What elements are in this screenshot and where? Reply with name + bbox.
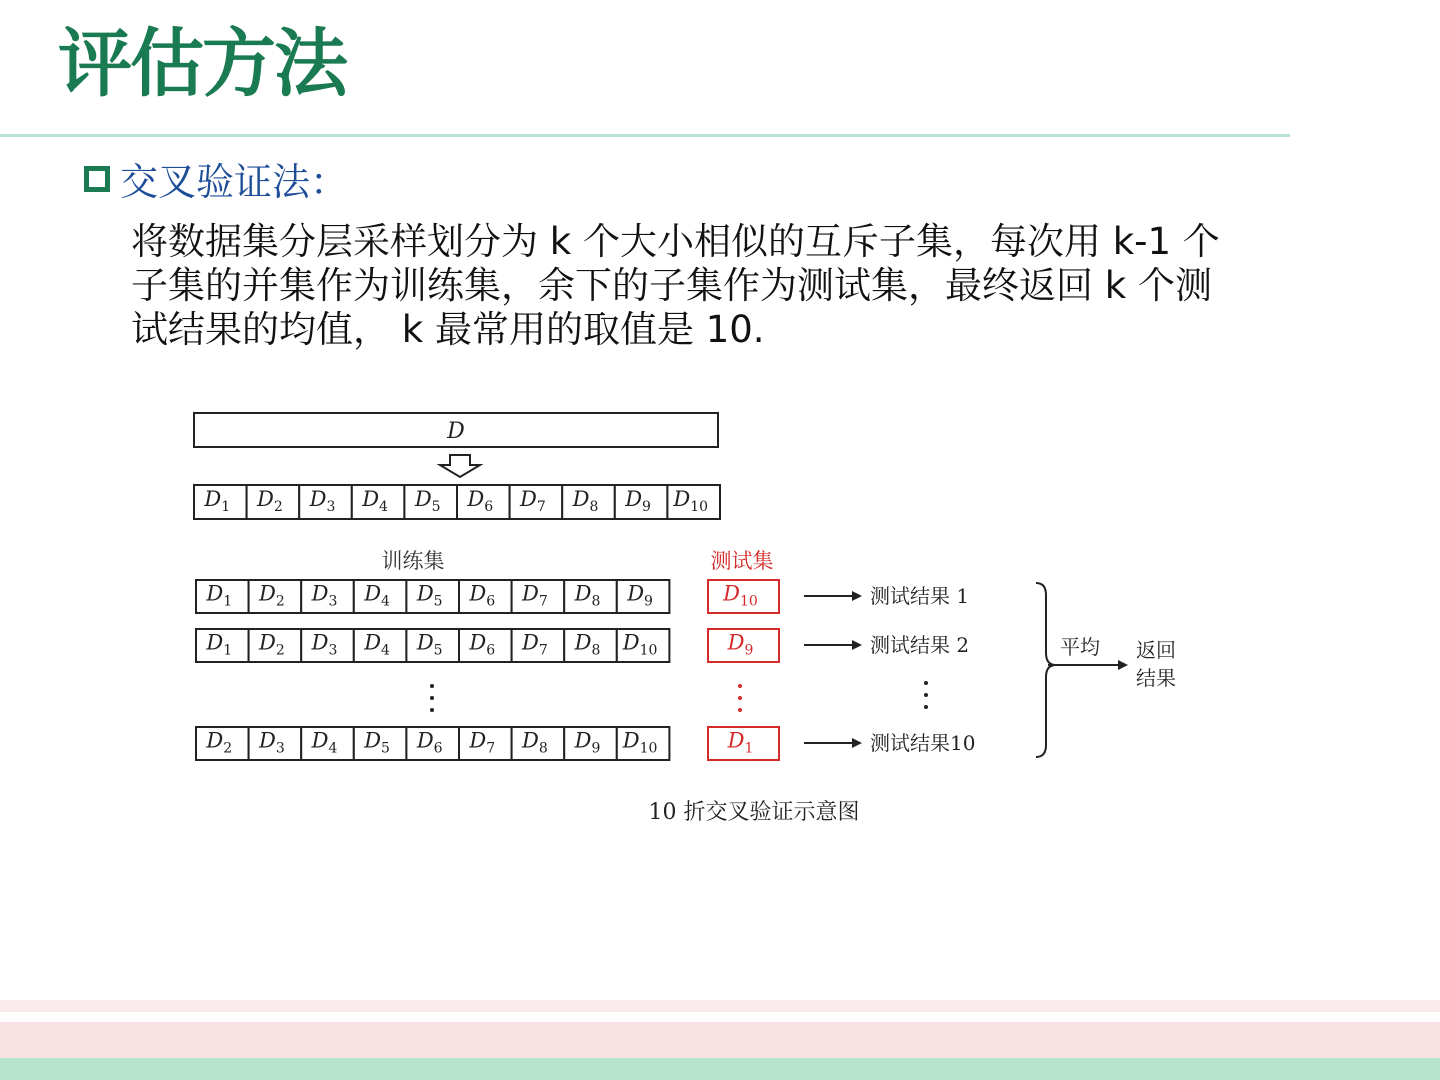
footer-band-pink bbox=[0, 1022, 1440, 1058]
train-subset-label: $D_8$ bbox=[574, 630, 601, 659]
train-subset-label: $D_2$ bbox=[259, 630, 285, 659]
train-subset-label: $D_4$ bbox=[364, 581, 390, 610]
train-subset-label: $D_5$ bbox=[364, 728, 390, 757]
test-set-label: 测试集 bbox=[710, 549, 774, 573]
square-bullet-icon bbox=[84, 166, 110, 192]
test-result-label: 测试结果 2 bbox=[870, 633, 970, 657]
down-arrow-icon bbox=[440, 455, 480, 477]
average-label: 平均 bbox=[1060, 635, 1100, 659]
result-arrow-icon bbox=[852, 738, 862, 748]
test-subset-label: $D_9$ bbox=[727, 630, 754, 659]
result-ellipsis bbox=[924, 681, 928, 709]
train-subset-label: $D_7$ bbox=[522, 581, 548, 610]
diagram-caption: 10 折交叉验证示意图 bbox=[648, 800, 860, 825]
body-line: 将数据集分层采样划分为 k 个大小相似的互斥子集，每次用 k-1 个 bbox=[131, 220, 1220, 263]
partition-label: $D_9$ bbox=[625, 487, 651, 515]
body-paragraph bbox=[131, 220, 1301, 352]
train-subset-label: $D_3$ bbox=[259, 728, 285, 757]
section-heading: 交叉验证法： bbox=[120, 160, 349, 204]
test-subset-label: $D_{10}$ bbox=[723, 581, 758, 610]
cross-validation-diagram bbox=[180, 395, 1220, 835]
train-subset-label: $D_6$ bbox=[469, 630, 496, 659]
train-subset-label: $D_1$ bbox=[206, 630, 233, 659]
partition-label: $D_3$ bbox=[309, 487, 336, 515]
test-result-label: 测试结果 1 bbox=[870, 584, 970, 608]
partition-label: $D_2$ bbox=[257, 487, 283, 515]
train-subset-label: $D_7$ bbox=[522, 630, 548, 659]
footer-band-green bbox=[0, 1058, 1440, 1080]
train-subset-label: $D_8$ bbox=[574, 581, 601, 610]
fold-rows bbox=[196, 580, 975, 760]
train-ellipsis bbox=[430, 684, 434, 712]
return-label-2: 结果 bbox=[1136, 666, 1176, 690]
train-subset-label: $D_5$ bbox=[416, 581, 443, 610]
test-ellipsis bbox=[738, 684, 742, 712]
result-arrow-icon bbox=[852, 591, 862, 601]
right-brace bbox=[1036, 583, 1056, 757]
train-subset-label: $D_3$ bbox=[311, 630, 338, 659]
train-subset-label: $D_2$ bbox=[259, 581, 285, 610]
title-divider bbox=[0, 134, 1290, 137]
test-subset-label: $D_1$ bbox=[727, 728, 754, 757]
average-arrow-icon bbox=[1118, 660, 1128, 670]
page-title: 评估方法 bbox=[58, 21, 346, 107]
footer-band-light bbox=[0, 1000, 1440, 1012]
partition-label: $D_7$ bbox=[520, 487, 546, 515]
train-set-label: 训练集 bbox=[381, 549, 445, 573]
train-subset-label: $D_8$ bbox=[522, 728, 548, 757]
train-subset-label: $D_3$ bbox=[311, 581, 338, 610]
partition-label: $D_6$ bbox=[467, 487, 494, 515]
train-subset-label: $D_4$ bbox=[311, 728, 338, 757]
body-line: 试结果的均值， k 最常用的取值是 10. bbox=[131, 308, 765, 351]
train-subset-label: $D_9$ bbox=[627, 581, 653, 610]
partition-label: $D_1$ bbox=[204, 487, 231, 515]
train-subset-label: $D_6$ bbox=[469, 581, 496, 610]
train-subset-label: $D_2$ bbox=[206, 728, 233, 757]
train-subset-label: $D_4$ bbox=[364, 630, 390, 659]
train-subset-label: $D_{10}$ bbox=[622, 728, 658, 757]
train-subset-label: $D_5$ bbox=[416, 630, 443, 659]
train-subset-label: $D_7$ bbox=[469, 728, 496, 757]
train-subset-label: $D_6$ bbox=[416, 728, 443, 757]
partition-label: $D_{10}$ bbox=[673, 487, 709, 515]
full-set-label: D bbox=[447, 419, 465, 444]
partition-row bbox=[194, 485, 720, 519]
train-subset-label: $D_{10}$ bbox=[622, 630, 658, 659]
test-result-label: 测试结果10 bbox=[870, 731, 976, 755]
result-arrow-icon bbox=[852, 640, 862, 650]
train-subset-label: $D_9$ bbox=[574, 728, 601, 757]
train-subset-label: $D_1$ bbox=[206, 581, 233, 610]
body-line: 子集的并集作为训练集，余下的子集作为测试集，最终返回 k 个测 bbox=[131, 264, 1212, 307]
partition-label: $D_5$ bbox=[414, 487, 441, 515]
partition-label: $D_8$ bbox=[572, 487, 599, 515]
return-label-1: 返回 bbox=[1136, 638, 1176, 662]
partition-label: $D_4$ bbox=[362, 487, 388, 515]
